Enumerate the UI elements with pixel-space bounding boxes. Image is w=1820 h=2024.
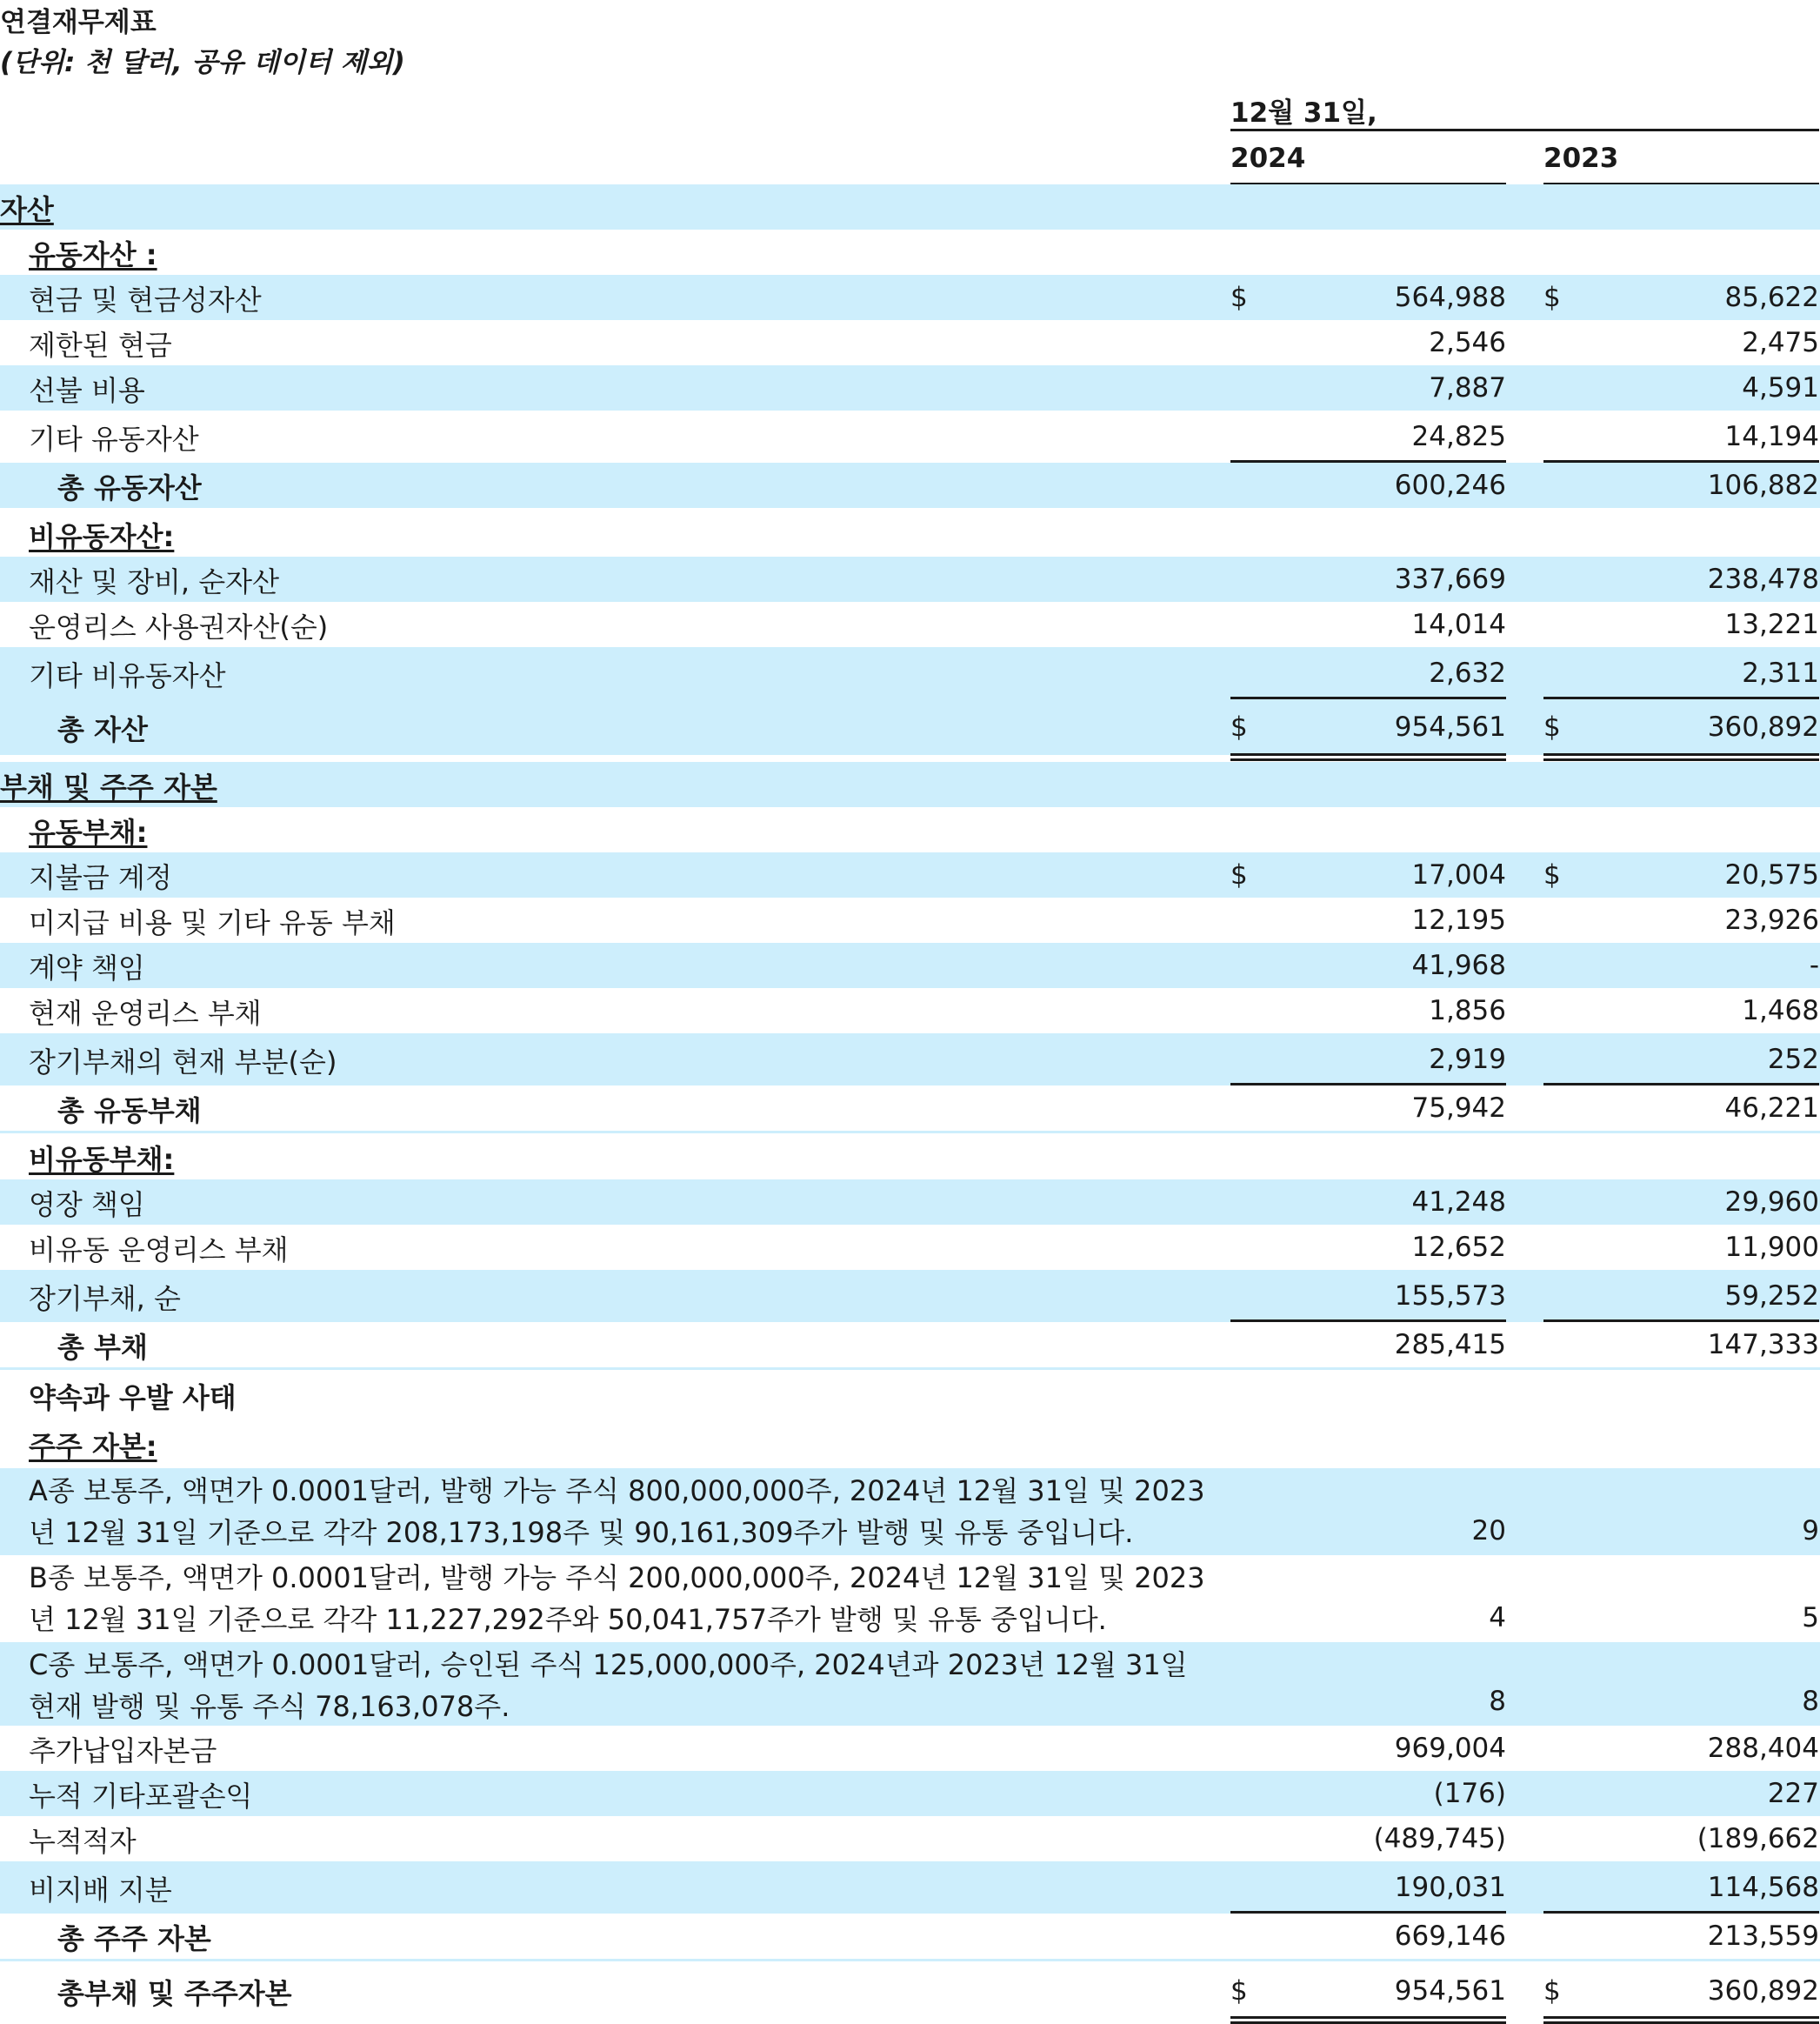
row-label: 총 주주 자본 (57, 1922, 211, 1955)
row-label: 재산 및 장비, 순자산 (29, 565, 279, 598)
table-row (0, 1033, 1820, 1085)
value-2024: 7,887 (1429, 372, 1506, 404)
double-rule (1543, 753, 1819, 756)
table-row (0, 807, 1820, 852)
value-2023: 227 (1767, 1778, 1819, 1809)
value-2023: 46,221 (1724, 1092, 1819, 1124)
table-row (0, 275, 1820, 320)
row-label: 총 유동자산 (57, 471, 202, 504)
currency-symbol: $ (1230, 1975, 1248, 2007)
currency-symbol: $ (1543, 282, 1561, 313)
value-2024: 75,942 (1411, 1092, 1506, 1124)
value-2024: (489,745) (1373, 1823, 1506, 1854)
table-row (0, 320, 1820, 365)
row-label: 영장 책임 (29, 1188, 145, 1221)
row-label: 총 자산 (57, 713, 148, 746)
value-2024: 337,669 (1394, 564, 1506, 595)
value-2024: 2,919 (1429, 1044, 1506, 1075)
table-row (0, 463, 1820, 508)
row-label: 비유동 운영리스 부채 (29, 1233, 289, 1266)
table-row (0, 1225, 1820, 1270)
row-label: 총 유동부채 (57, 1094, 202, 1127)
currency-symbol: $ (1230, 711, 1248, 743)
table-row (0, 1371, 1820, 1419)
row-label: 총 부채 (57, 1331, 148, 1364)
table-row (0, 365, 1820, 411)
value-2024: 285,415 (1394, 1329, 1506, 1360)
header-year-2024: 2024 (1230, 143, 1306, 174)
statement-title: 연결재무제표 (0, 7, 157, 38)
table-row (0, 988, 1820, 1033)
value-2024: (176) (1433, 1778, 1506, 1809)
header-year-2023: 2023 (1543, 143, 1619, 174)
row-separator (0, 1131, 1820, 1133)
table-row (0, 184, 1820, 230)
value-2024: 41,248 (1411, 1186, 1506, 1218)
table-row (0, 602, 1820, 647)
value-2024: 155,573 (1394, 1280, 1506, 1312)
value-2023: 252 (1767, 1044, 1819, 1075)
value-2024: 20 (1471, 1515, 1506, 1546)
value-2024: 564,988 (1394, 282, 1506, 313)
value-2023: 114,568 (1707, 1872, 1819, 1903)
table-row (0, 852, 1820, 898)
value-2023: 2,311 (1742, 658, 1819, 689)
table-row (0, 1322, 1820, 1367)
value-2024: 8 (1489, 1686, 1506, 1717)
row-label: 선불 비용 (29, 374, 145, 407)
row-label: 약속과 우발 사태 (29, 1381, 237, 1414)
value-2024: 600,246 (1394, 470, 1506, 501)
table-row (0, 1179, 1820, 1225)
table-row (0, 898, 1820, 943)
value-2024: 4 (1489, 1602, 1506, 1633)
currency-symbol: $ (1230, 859, 1248, 891)
row-label: 제한된 현금 (29, 329, 172, 362)
value-2023: 288,404 (1707, 1733, 1819, 1764)
value-2023: (189,662 (1697, 1823, 1819, 1854)
row-label: 기타 유동자산 (29, 423, 199, 456)
row-label: 유동자산 : (29, 238, 157, 271)
row-label: 주주 자본: (29, 1430, 157, 1463)
value-2023: 106,882 (1707, 470, 1819, 501)
value-2024: 2,546 (1429, 327, 1506, 358)
unit-note: (단위: 천 달러, 공유 데이터 제외) (0, 47, 405, 78)
header-date-rule (1230, 129, 1819, 131)
row-label: C종 보통주, 액면가 0.0001달러, 승인된 주식 125,000,000주, 2024년과 2023년 12월 31일 현재 발행 및 유통 주식 78,163,078주. (29, 1648, 1188, 1723)
row-label: 총부채 및 주주자본 (57, 1977, 292, 2010)
table-row (0, 411, 1820, 463)
row-label: 유동부채: (29, 816, 148, 849)
row-label: 현금 및 현금성자산 (29, 284, 262, 317)
table-row (0, 1134, 1820, 1179)
row-label: 비유동부채: (29, 1143, 175, 1176)
currency-symbol: $ (1543, 1975, 1561, 2007)
value-2024: 41,968 (1411, 950, 1506, 981)
value-2024: 24,825 (1411, 421, 1506, 452)
double-rule (1230, 2016, 1506, 2019)
row-label: A종 보통주, 액면가 0.0001달러, 발행 가능 주식 800,000,000주, 2024년 12월 31일 및 2023년 12월 31일 기준으로 각각 208,173,198주 및 90,161,309주가 발행 및 유통 중입니다. (29, 1474, 1205, 1549)
value-2024: 17,004 (1411, 859, 1506, 891)
row-label: B종 보통주, 액면가 0.0001달러, 발행 가능 주식 200,000,000주, 2024년 12월 31일 및 2023년 12월 31일 기준으로 각각 11,227,292주와 50,041,757주가 발행 및 유통 중입니다. (29, 1561, 1205, 1636)
currency-symbol: $ (1230, 282, 1248, 313)
double-rule (1543, 758, 1819, 761)
double-rule (1230, 758, 1506, 761)
row-label: 기타 비유동자산 (29, 659, 226, 692)
value-2024: 12,652 (1411, 1232, 1506, 1263)
value-2023: - (1809, 950, 1819, 981)
value-2023: 360,892 (1707, 711, 1819, 743)
table-row (0, 1270, 1820, 1322)
table-row (0, 1726, 1820, 1771)
row-label: 장기부채의 현재 부분(순) (29, 1045, 337, 1079)
table-row (0, 699, 1820, 755)
value-2023: 8 (1802, 1686, 1819, 1717)
value-2023: 14,194 (1724, 421, 1819, 452)
row-label: 현재 운영리스 부채 (29, 997, 262, 1030)
row-label: 계약 책임 (29, 952, 145, 985)
value-2024: 190,031 (1394, 1872, 1506, 1903)
currency-symbol: $ (1543, 711, 1561, 743)
value-2024: 969,004 (1394, 1733, 1506, 1764)
value-2023: 147,333 (1707, 1329, 1819, 1360)
table-row (0, 230, 1820, 275)
table-row (0, 1861, 1820, 1914)
value-2023: 23,926 (1724, 905, 1819, 936)
row-label: 누적 기타포괄손익 (29, 1780, 253, 1813)
value-2023: 5 (1802, 1602, 1819, 1633)
value-2023: 20,575 (1724, 859, 1819, 891)
table-row (0, 1555, 1820, 1642)
value-2023: 360,892 (1707, 1975, 1819, 2007)
value-2023: 1,468 (1742, 995, 1819, 1026)
table-row (0, 511, 1820, 557)
value-2024: 954,561 (1394, 711, 1506, 743)
table-row (0, 1914, 1820, 1959)
table-row (0, 557, 1820, 602)
row-label: 추가납입자본금 (29, 1734, 217, 1767)
row-label: 부채 및 주주 자본 (0, 771, 217, 804)
table-row (0, 1085, 1820, 1131)
value-2024: 2,632 (1429, 658, 1506, 689)
row-label: 자산 (0, 193, 54, 226)
value-2024: 669,146 (1394, 1920, 1506, 1952)
value-2023: 213,559 (1707, 1920, 1819, 1952)
value-2024: 14,014 (1411, 609, 1506, 640)
row-separator (0, 1959, 1820, 1961)
row-label: 운영리스 사용권자산(순) (29, 611, 329, 644)
row-label: 미지급 비용 및 기타 유동 부채 (29, 906, 396, 939)
row-label: 비지배 지분 (29, 1874, 172, 1907)
table-row (0, 1816, 1820, 1861)
table-row (0, 943, 1820, 988)
table-row (0, 1771, 1820, 1816)
value-2023: 29,960 (1724, 1186, 1819, 1218)
value-2024: 12,195 (1411, 905, 1506, 936)
table-row (0, 1468, 1820, 1555)
value-2023: 11,900 (1724, 1232, 1819, 1263)
header-date: 12월 31일, (1230, 97, 1377, 129)
value-2023: 85,622 (1724, 282, 1819, 313)
table-row (0, 762, 1820, 807)
value-2024: 1,856 (1429, 995, 1506, 1026)
currency-symbol: $ (1543, 859, 1561, 891)
row-label: 누적적자 (29, 1825, 137, 1858)
double-rule (1543, 2016, 1819, 2019)
value-2023: 13,221 (1724, 609, 1819, 640)
table-row (0, 647, 1820, 699)
table-row (0, 1419, 1820, 1468)
value-2023: 238,478 (1707, 564, 1819, 595)
value-2023: 2,475 (1742, 327, 1819, 358)
value-2023: 9 (1802, 1515, 1819, 1546)
double-rule (1230, 753, 1506, 756)
table-row (0, 1964, 1820, 2018)
value-2023: 59,252 (1724, 1280, 1819, 1312)
row-label: 장기부채, 순 (29, 1282, 181, 1315)
table-row (0, 1642, 1820, 1726)
value-2024: 954,561 (1394, 1975, 1506, 2007)
row-separator (0, 1367, 1820, 1370)
row-label: 지불금 계정 (29, 861, 172, 894)
row-label: 비유동자산: (29, 520, 175, 553)
value-2023: 4,591 (1742, 372, 1819, 404)
